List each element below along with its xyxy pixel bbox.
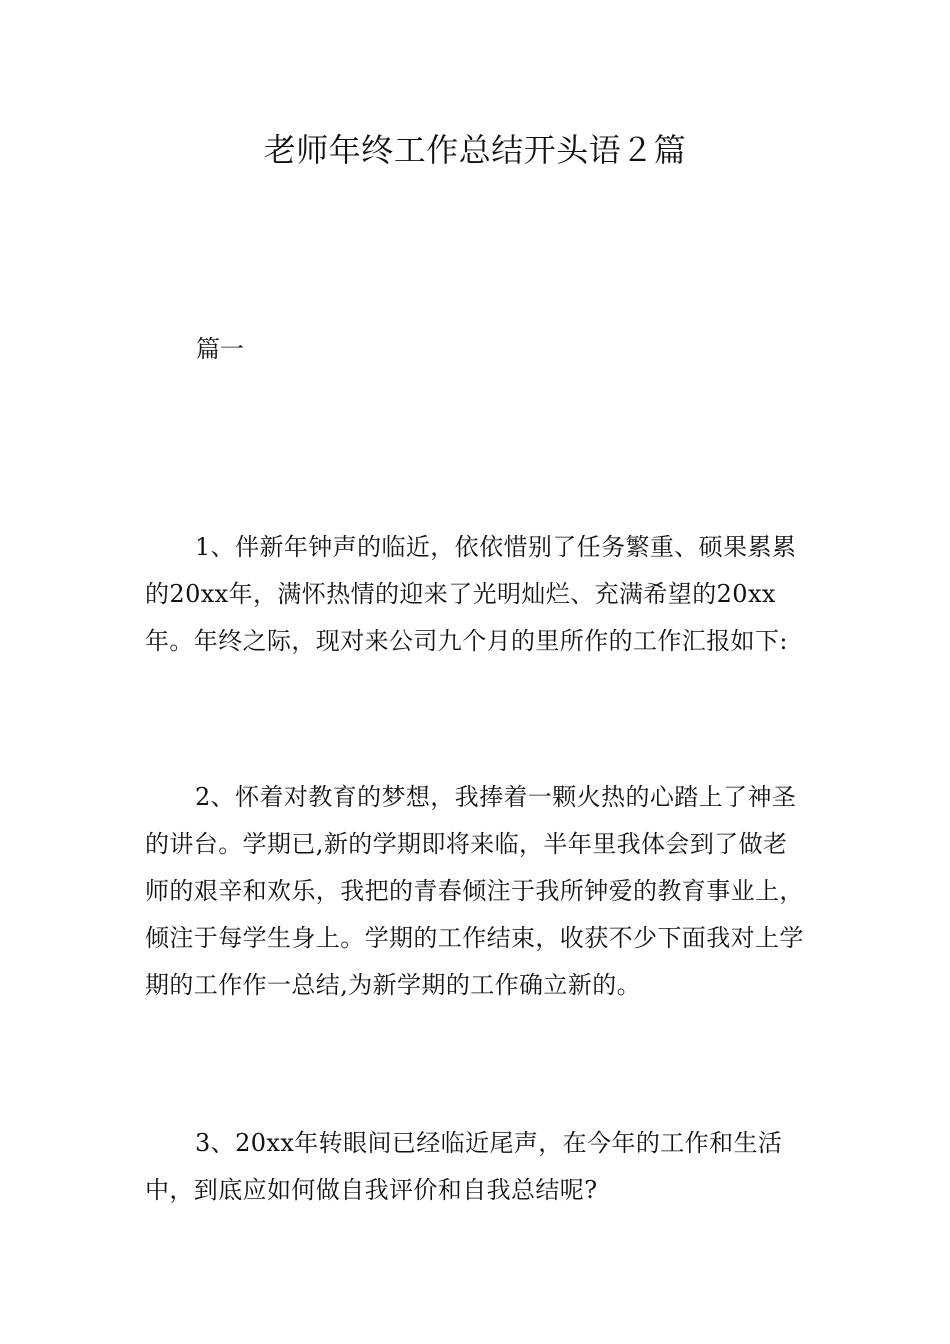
paragraph-3: 3、20xx年转眼间已经临近尾声，在今年的工作和生活中，到底应如何做自我评价和自我总结呢? [145, 1129, 783, 1204]
section-label: 篇一 [196, 335, 244, 363]
paragraph-1: 1、伴新年钟声的临近，依依惜别了任务繁重、硕果累累的20xx年，满怀热情的迎来了光明灿烂、充满希望的20xx年。年终之际，现对来公司九个月的里所作的工作汇报如下: [145, 533, 797, 655]
paragraph-2: 2、怀着对教育的梦想，我捧着一颗火热的心踏上了神圣的讲台。学期已,新的学期即将来临，半年里我体会到了做老师的艰辛和欢乐，我把的青春倾注于我所钟爱的教育事业上，倾注于每学生身上。学期的工作结束，收获不少下面我对上学期的工作作一总结,为新学期的工作确立新的。 [145, 783, 804, 999]
document-title: 老师年终工作总结开头语２篇 [263, 131, 687, 169]
